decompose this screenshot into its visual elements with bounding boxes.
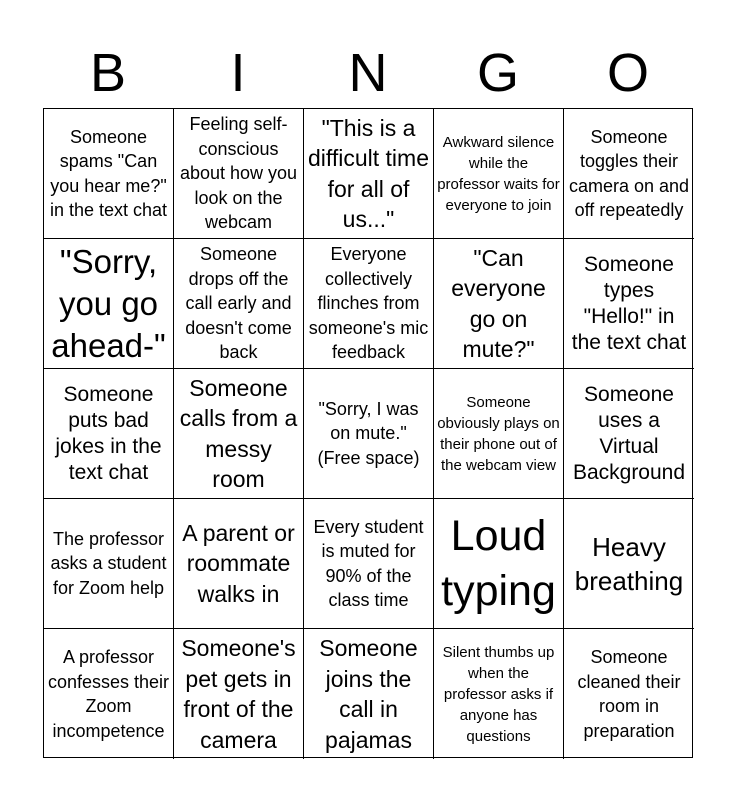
bingo-cell-text: "Can everyone go on mute?" bbox=[451, 244, 546, 362]
bingo-cell-r4c3[interactable] bbox=[304, 499, 434, 629]
bingo-cell-r4c5[interactable] bbox=[564, 499, 694, 629]
bingo-cell-r3c3[interactable] bbox=[304, 369, 434, 499]
bingo-cell-r5c2[interactable] bbox=[174, 629, 304, 759]
bingo-cell-text: A professor confesses their Zoom incompetence bbox=[47, 647, 170, 741]
bingo-cell-text: Someone toggles their camera on and off repeatedly bbox=[568, 126, 690, 220]
bingo-cell-r1c3[interactable] bbox=[304, 109, 434, 239]
bingo-cell-text: Someone types "Hello!" in the text chat bbox=[571, 252, 687, 354]
bingo-cell-r2c2[interactable] bbox=[174, 239, 304, 369]
bingo-cell-text: Feeling self-conscious about how you look on the webcam bbox=[179, 114, 298, 233]
bingo-cell-r5c5[interactable] bbox=[564, 629, 694, 759]
bingo-cell-text: A parent or roommate walks in bbox=[182, 519, 295, 607]
bingo-cell-r4c4[interactable] bbox=[434, 499, 564, 629]
header-letter-b: B bbox=[89, 43, 127, 103]
bingo-cell-text: Everyone collectively flinches from someone's mic feedback bbox=[308, 244, 429, 363]
bingo-cell-text: Someone cleaned their room in preparation bbox=[577, 647, 681, 741]
bingo-cell-text: Someone uses a Virtual Background bbox=[572, 382, 686, 484]
bingo-cell-text: "This is a difficult time for all of us..." bbox=[307, 114, 429, 232]
bingo-cell-r4c1[interactable] bbox=[44, 499, 174, 629]
bingo-cell-text: Someone spams "Can you hear me?" in the text chat bbox=[49, 126, 168, 220]
bingo-cell-r2c5[interactable] bbox=[564, 239, 694, 369]
header-letter-g: G bbox=[476, 43, 519, 103]
bingo-cell-r1c4[interactable] bbox=[434, 109, 564, 239]
bingo-cell-r1c2[interactable] bbox=[174, 109, 304, 239]
bingo-cell-text: Someone obviously plays on their phone out of the webcam view bbox=[437, 393, 560, 474]
bingo-cell-text: Every student is muted for 90% of the class time bbox=[313, 516, 424, 610]
bingo-cell-r2c4[interactable] bbox=[434, 239, 564, 369]
bingo-cell-text: Someone drops off the call early and doesn't come back bbox=[185, 244, 292, 363]
bingo-cell-r4c2[interactable] bbox=[174, 499, 304, 629]
bingo-cell-r3c1[interactable] bbox=[44, 369, 174, 499]
header-letter-n: N bbox=[348, 43, 388, 103]
bingo-cell-r2c3[interactable] bbox=[304, 239, 434, 369]
header-letter-i: I bbox=[230, 43, 246, 103]
bingo-cell-text: "Sorry, you go ahead-" bbox=[51, 242, 166, 364]
bingo-cell-text: The professor asks a student for Zoom help bbox=[50, 528, 167, 598]
bingo-cell-text: Someone calls from a messy room bbox=[179, 374, 298, 492]
header-letter-o: O bbox=[606, 43, 649, 103]
bingo-cell-r3c5[interactable] bbox=[564, 369, 694, 499]
bingo-cell-text: Loud typing bbox=[441, 511, 556, 615]
bingo-cell-text: Someone joins the call in pajamas bbox=[319, 635, 418, 753]
bingo-cell-text: "Sorry, I was on mute." (Free space) bbox=[317, 398, 420, 468]
bingo-cell-text: Awkward silence while the professor waits for everyone to join bbox=[437, 133, 560, 214]
bingo-cell-r2c1[interactable] bbox=[44, 239, 174, 369]
bingo-cell-r5c4[interactable] bbox=[434, 629, 564, 759]
bingo-cell-r5c3[interactable] bbox=[304, 629, 434, 759]
bingo-header bbox=[43, 40, 693, 106]
bingo-cell-r3c2[interactable] bbox=[174, 369, 304, 499]
bingo-cell-r3c4[interactable] bbox=[434, 369, 564, 499]
bingo-cell-text: Someone's pet gets in front of the camera bbox=[181, 635, 296, 753]
bingo-board bbox=[43, 108, 693, 758]
bingo-cell-r1c1[interactable] bbox=[44, 109, 174, 239]
bingo-cell-text: Silent thumbs up when the professor asks if anyone has questions bbox=[442, 643, 555, 745]
bingo-cell-text: Someone puts bad jokes in the text chat bbox=[55, 382, 162, 484]
bingo-cell-r1c5[interactable] bbox=[564, 109, 694, 239]
bingo-cell-text: Heavy breathing bbox=[574, 531, 684, 596]
bingo-cell-r5c1[interactable] bbox=[44, 629, 174, 759]
